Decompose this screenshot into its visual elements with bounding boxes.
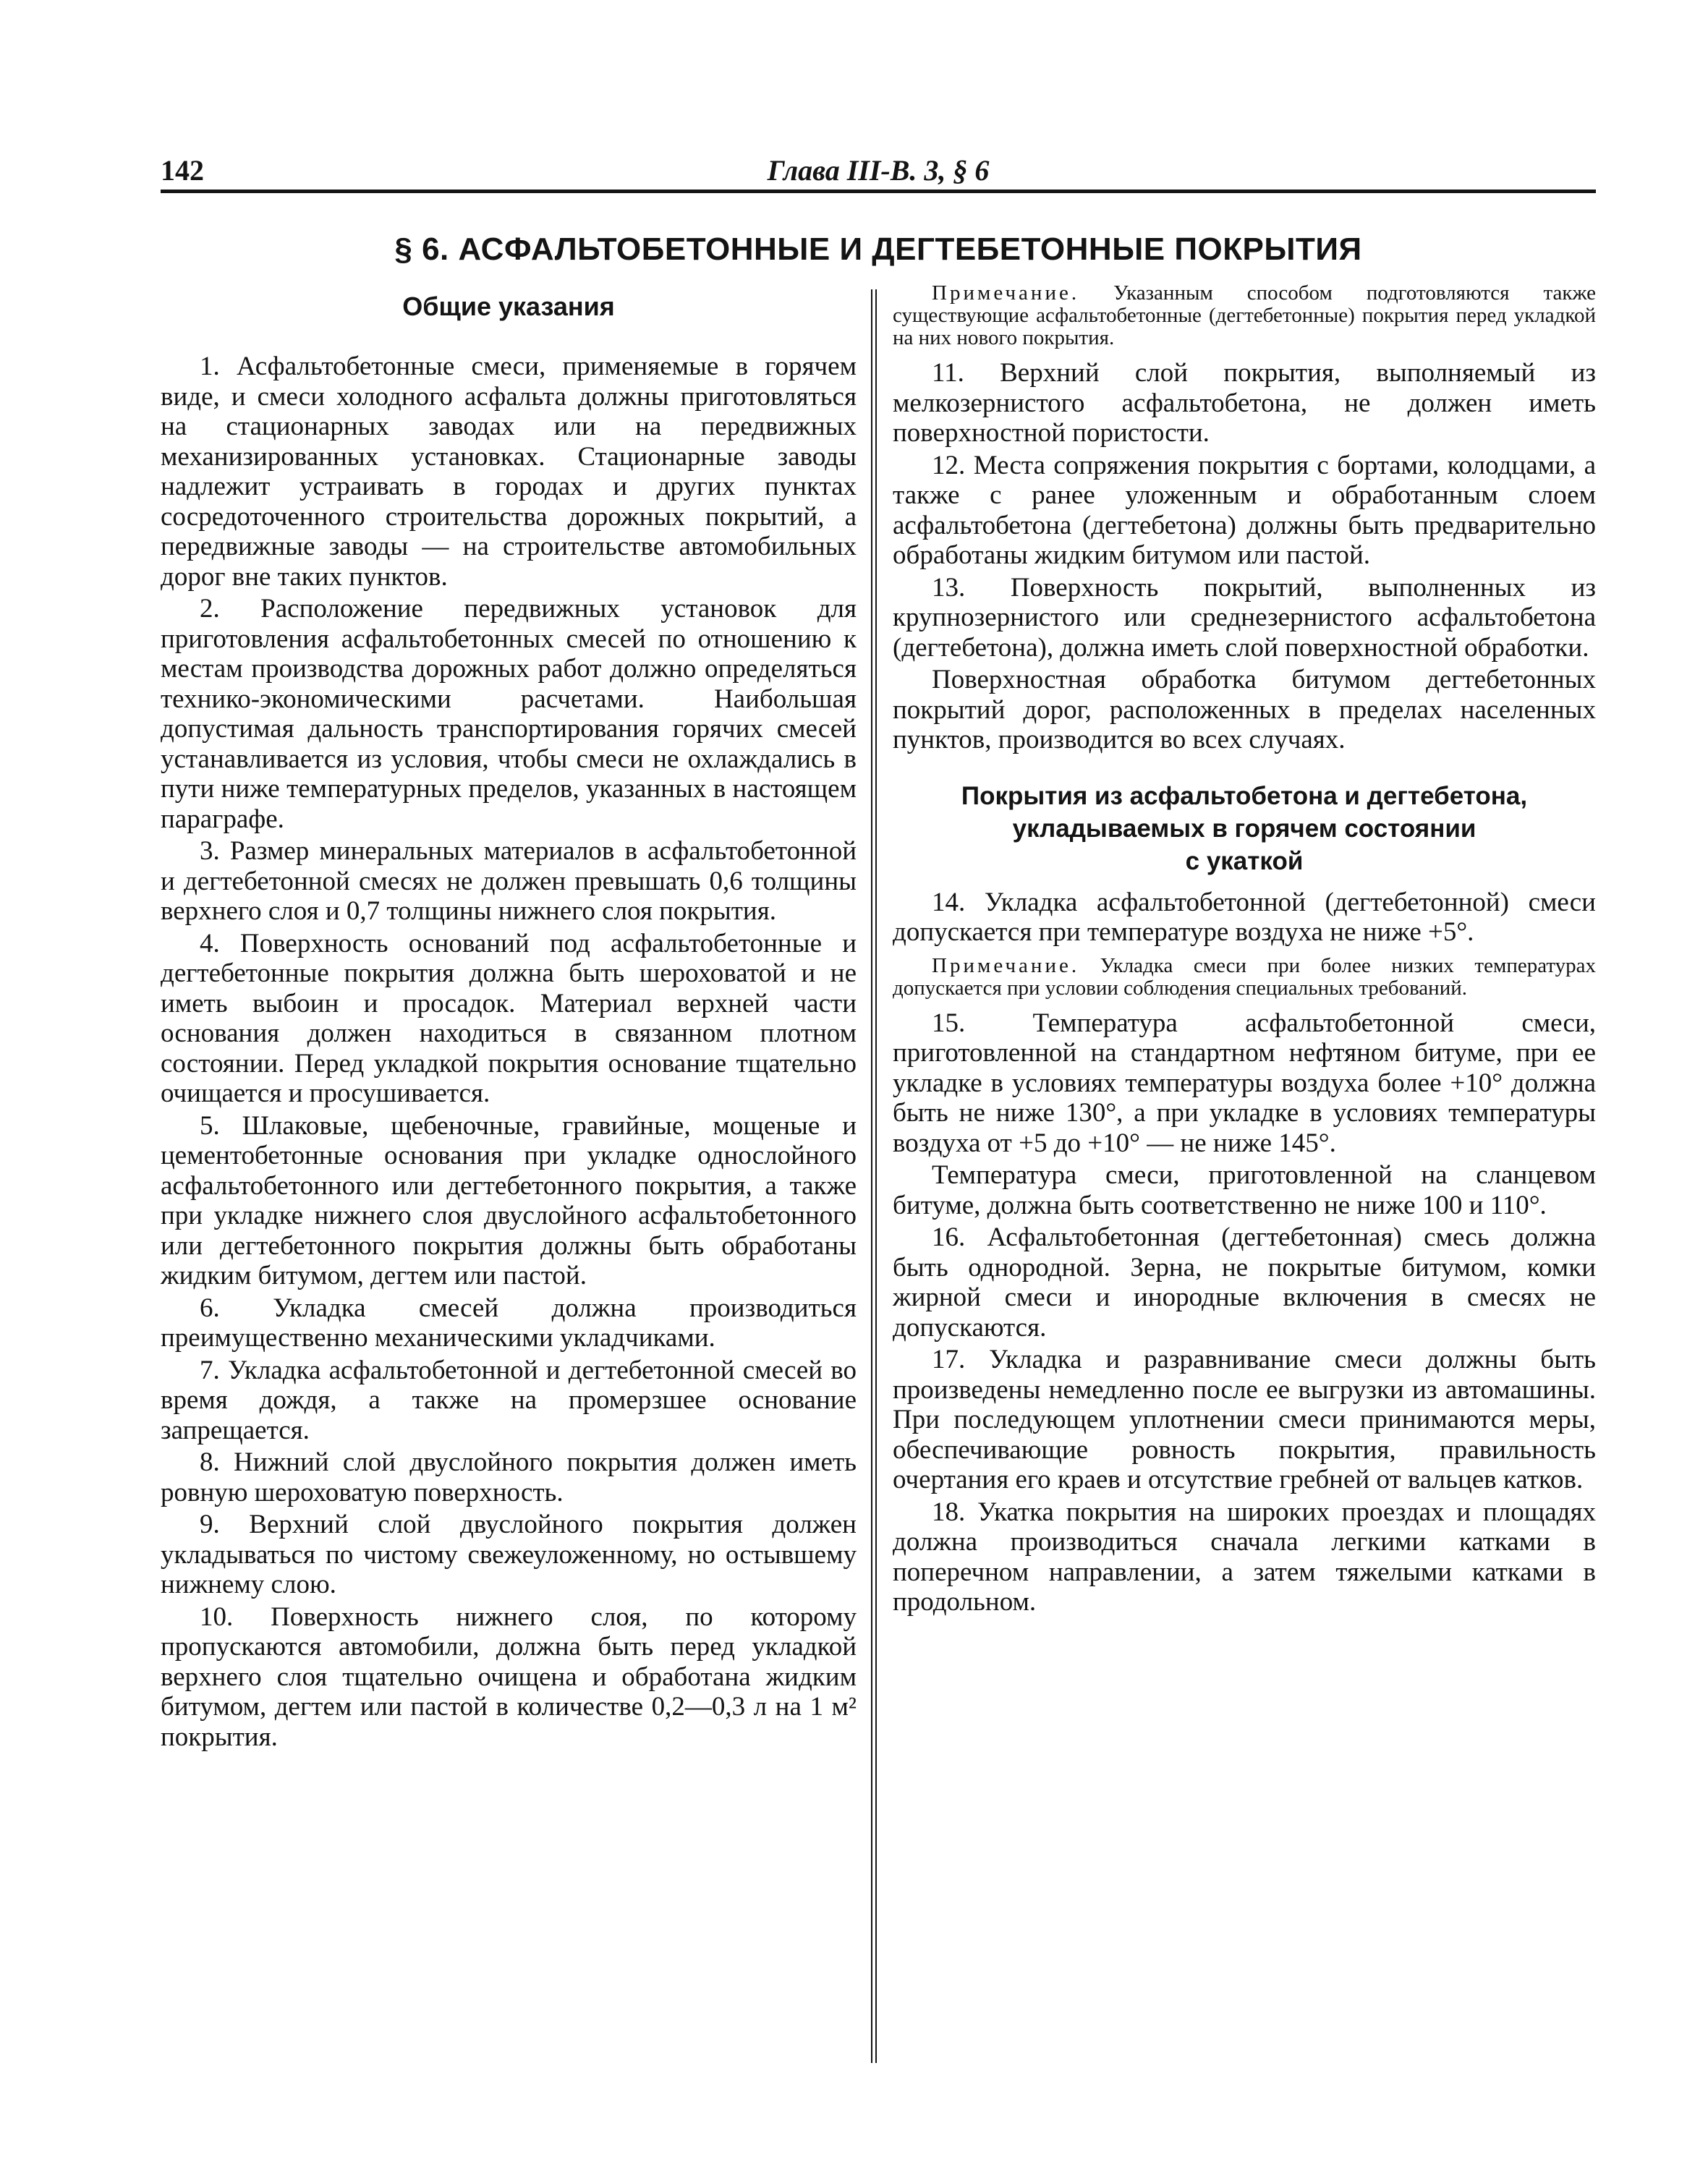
note-2 (893, 955, 1596, 1000)
paragraph-18: 18. Укатка покрытия на широких проездах и площадях должна производиться сначала легкими катками в поперечном направлении, а затем тяжелыми катками в продольном. (893, 1497, 1596, 1617)
paragraph-13: 13. Поверхность покрытий, выполненных из крупнозернистого или среднезернистого асфальтобетона (дегтебетона), должна иметь слой поверхностной обработки. (893, 572, 1596, 663)
paragraph-15-continued: Температура смеси, приготовленной на сланцевом битуме, должна быть соответственно не ниже 100 и 110°. (893, 1160, 1596, 1220)
paragraph-4: 4. Поверхность оснований под асфальтобетонные и дегтебетонные покрытия должна быть шероховатой и не иметь выбоин и просадок. Материал верхней части основания должен находиться в связанном плотном состоянии. Перед укладкой покрытия основание тщательно очищается и просушивается. (161, 928, 857, 1108)
page-number: 142 (161, 154, 204, 187)
section-title: § 6. АСФАЛЬТОБЕТОННЫЕ И ДЕГТЕБЕТОННЫЕ ПОКРЫТИЯ (394, 231, 1362, 267)
subheading-general: Общие указания (402, 292, 615, 321)
paragraph-10: 10. Поверхность нижнего слоя, по которому пропускаются автомобили, должна быть перед укладкой верхнего слоя тщательно очищена и обработана жидким битумом, дегтем или пастой в количестве 0,2—0,3 л на 1 м² покрытия. (161, 1601, 857, 1752)
subheading-line-3: с укаткой (1185, 846, 1304, 875)
paragraph-2: 2. Расположение передвижных установок для приготовления асфальтобетонных смесей по отношению к местам производства дорожных работ должно определяться технико-экономическими расчетами. Наибольшая допустимая дальность транспортирования горячих смесей устанавливается из условия, чтобы смеси не охлаждались в пути ниже температурных пределов, указанных в настоящем параграфе. (161, 594, 857, 834)
paragraph-6: 6. Укладка смесей должна производиться преимущественно механическими укладчиками. (161, 1293, 857, 1353)
paragraph-12: 12. Места сопряжения покрытия с бортами, колодцами, а также с ранее уложенным и обработанным слоем асфальтобетона (дегтебетона) должны быть предварительно обработаны жидким битумом или пастой. (893, 450, 1596, 570)
note-2-label: Примечание. (932, 953, 1080, 977)
paragraph-16: 16. Асфальтобетонная (дегтебетонная) смесь должна быть однородной. Зерна, не покрытые битумом, комки жирной смеси и инородные включения в смесях не допускаются. (893, 1222, 1596, 1343)
paragraph-9: 9. Верхний слой двуслойного покрытия должен укладываться по чистому свежеуложенному, но остывшему нижнему слою. (161, 1510, 857, 1599)
paragraph-13-continued: Поверхностная обработка битумом дегтебетонных покрытий дорог, расположенных в пределах населенных пунктов, производится во всех случаях. (893, 665, 1596, 754)
paragraph-7: 7. Укладка асфальтобетонной и дегтебетонной смесей во время дождя, а также на промерзшее основание запрещается. (161, 1355, 857, 1445)
left-column (161, 282, 857, 1754)
note-1-label: Примечание. (932, 281, 1080, 305)
paragraph-14: 14. Укладка асфальтобетонной (дегтебетонной) смеси допускается при температуре воздуха не ниже +5°. (893, 887, 1596, 947)
paragraph-1: 1. Асфальтобетонные смеси, применяемые в горячем виде, и смеси холодного асфальта должны приготовляться на стационарных заводах или на передвижных механизированных установках. Стационарные заводы надлежит устраивать в городах и других пунктах сосредоточенного строительства дорожных покрытий, а передвижные заводы — на строительстве автомобильных дорог вне таких пунктов. (161, 352, 857, 592)
subheading-line-1: Покрытия из асфальтобетона и дегтебетона, (961, 781, 1528, 810)
paragraph-8: 8. Нижний слой двуслойного покрытия должен иметь ровную шероховатую поверхность. (161, 1447, 857, 1507)
note-1 (893, 282, 1596, 349)
running-head: Глава III-В. 3, § 6 (767, 154, 990, 187)
paragraph-11: 11. Верхний слой покрытия, выполняемый из мелкозернистого асфальтобетона, не должен иметь поверхностной пористости. (893, 358, 1596, 448)
right-column (893, 282, 1596, 1620)
paragraph-15: 15. Температура асфальтобетонной смеси, приготовленной на стандартном нефтяном битуме, при ее укладке в условиях температуры воздуха более +10° должна быть не ниже 130°, а при укладке в условиях температуры воздуха от +5 до +10° — не ниже 145°. (893, 1008, 1596, 1158)
paragraph-17: 17. Укладка и разравнивание смеси должны быть произведены немедленно после ее выгрузки из автомашины. При последующем уплотнении смеси принимаются меры, обеспечивающие ровность покрытия, правильность очертания его краев и отсутствие гребней от вальцев катков. (893, 1345, 1596, 1494)
paragraph-3: 3. Размер минеральных материалов в асфальтобетонной и дегтебетонной смесях не должен превышать 0,6 толщины верхнего слоя и 0,7 толщины нижнего слоя покрытия. (161, 836, 857, 926)
note-2-text: Укладка смеси при более низких температурах допускается при условии соблюдения специальных требований. (893, 953, 1596, 1000)
note-1-text: Указанным способом подготовляются также существующие асфальтобетонные (дегтебетонные) покрытия перед укладкой на них нового покрытия. (893, 281, 1596, 349)
header-rule (161, 190, 1596, 193)
subheading-line-2: укладываемых в горячем состоянии (1012, 814, 1477, 843)
paragraph-5: 5. Шлаковые, щебеночные, гравийные, мощеные и цементобетонные основания при укладке однослойного асфальтобетонного или дегтебетонного покрытия, а также при укладке нижнего слоя двуслойного асфальтобетонного или дегтебетонного покрытия должны быть обработаны жидким битумом, дегтем или пастой. (161, 1110, 857, 1290)
column-divider (871, 289, 877, 2063)
subheading-hot-laying (893, 780, 1596, 877)
